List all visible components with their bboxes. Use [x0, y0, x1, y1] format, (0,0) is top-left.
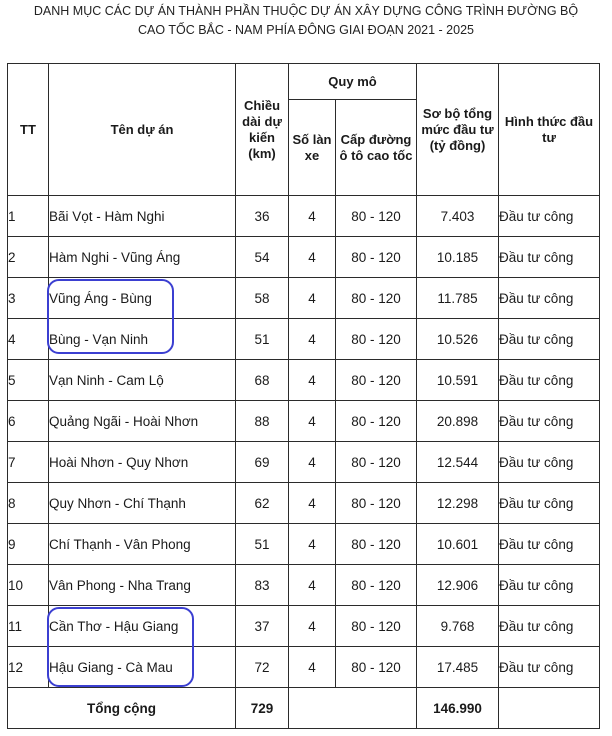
row-lanes: 4 [289, 237, 336, 278]
header-investment: Sơ bộ tổng mức đầu tư (tỷ đồng) [417, 64, 499, 196]
row-grade: 80 - 120 [336, 360, 417, 401]
row-project-name: Chí Thạnh - Vân Phong [49, 524, 236, 565]
header-name: Tên dự án [49, 64, 236, 196]
table-row [8, 647, 600, 688]
row-project-name: Bùng - Vạn Ninh [49, 319, 236, 360]
header-tt: TT [8, 64, 49, 196]
row-length: 72 [236, 647, 289, 688]
row-length: 69 [236, 442, 289, 483]
row-tt: 10 [8, 565, 49, 606]
row-investment: 7.403 [417, 196, 499, 237]
header-form: Hình thức đầu tư [499, 64, 600, 196]
row-grade: 80 - 120 [336, 196, 417, 237]
row-investment: 12.298 [417, 483, 499, 524]
row-length: 83 [236, 565, 289, 606]
total-investment: 146.990 [417, 688, 499, 729]
header-length: Chiều dài dự kiến (km) [236, 64, 289, 196]
row-tt: 12 [8, 647, 49, 688]
row-grade: 80 - 120 [336, 319, 417, 360]
row-grade: 80 - 120 [336, 483, 417, 524]
row-project-name: Hoài Nhơn - Quy Nhơn [49, 442, 236, 483]
row-tt: 9 [8, 524, 49, 565]
row-investment: 10.591 [417, 360, 499, 401]
row-lanes: 4 [289, 401, 336, 442]
row-grade: 80 - 120 [336, 237, 417, 278]
row-project-name: Hàm Nghi - Vũng Áng [49, 237, 236, 278]
row-investment: 12.906 [417, 565, 499, 606]
table-row [8, 524, 600, 565]
row-tt: 4 [8, 319, 49, 360]
row-length: 62 [236, 483, 289, 524]
row-tt: 2 [8, 237, 49, 278]
row-lanes: 4 [289, 278, 336, 319]
document-title [0, 2, 612, 40]
row-investment-form: Đầu tư công [499, 524, 600, 565]
row-length: 51 [236, 319, 289, 360]
row-tt: 7 [8, 442, 49, 483]
table-row [8, 606, 600, 647]
row-length: 51 [236, 524, 289, 565]
row-investment-form: Đầu tư công [499, 442, 600, 483]
row-lanes: 4 [289, 647, 336, 688]
row-project-name: Quảng Ngãi - Hoài Nhơn [49, 401, 236, 442]
projects-table [7, 63, 600, 729]
row-investment-form: Đầu tư công [499, 196, 600, 237]
row-investment-form: Đầu tư công [499, 647, 600, 688]
table-row [8, 565, 600, 606]
row-investment-form: Đầu tư công [499, 278, 600, 319]
total-form-empty [499, 688, 600, 729]
row-investment: 20.898 [417, 401, 499, 442]
row-project-name: Bãi Vọt - Hàm Nghi [49, 196, 236, 237]
row-tt: 11 [8, 606, 49, 647]
title-line-2: CAO TỐC BẮC - NAM PHÍA ĐÔNG GIAI ĐOẠN 2021 - 2025 [138, 23, 474, 37]
row-length: 58 [236, 278, 289, 319]
total-empty [289, 688, 417, 729]
row-length: 37 [236, 606, 289, 647]
row-lanes: 4 [289, 565, 336, 606]
row-length: 54 [236, 237, 289, 278]
row-investment: 17.485 [417, 647, 499, 688]
row-grade: 80 - 120 [336, 647, 417, 688]
row-investment: 10.526 [417, 319, 499, 360]
row-investment: 10.601 [417, 524, 499, 565]
row-lanes: 4 [289, 524, 336, 565]
row-investment: 12.544 [417, 442, 499, 483]
row-length: 88 [236, 401, 289, 442]
row-investment-form: Đầu tư công [499, 237, 600, 278]
row-investment-form: Đầu tư công [499, 401, 600, 442]
total-length: 729 [236, 688, 289, 729]
row-project-name: Quy Nhơn - Chí Thạnh [49, 483, 236, 524]
row-tt: 3 [8, 278, 49, 319]
row-grade: 80 - 120 [336, 565, 417, 606]
row-investment-form: Đầu tư công [499, 606, 600, 647]
table-row [8, 278, 600, 319]
row-tt: 6 [8, 401, 49, 442]
title-line-1: DANH MỤC CÁC DỰ ÁN THÀNH PHẦN THUỘC DỰ ÁN XÂY DỰNG CÔNG TRÌNH ĐƯỜNG BỘ [33, 4, 579, 18]
row-grade: 80 - 120 [336, 606, 417, 647]
row-project-name: Hậu Giang - Cà Mau [49, 647, 236, 688]
row-lanes: 4 [289, 442, 336, 483]
header-grade: Cấp đường ô tô cao tốc [336, 100, 417, 196]
row-investment-form: Đầu tư công [499, 360, 600, 401]
table-row [8, 360, 600, 401]
row-project-name: Vân Phong - Nha Trang [49, 565, 236, 606]
header-lanes: Số làn xe [289, 100, 336, 196]
row-tt: 1 [8, 196, 49, 237]
row-project-name: Cần Thơ - Hậu Giang [49, 606, 236, 647]
table-row [8, 483, 600, 524]
table-row [8, 196, 600, 237]
row-lanes: 4 [289, 319, 336, 360]
table-row [8, 442, 600, 483]
row-project-name: Vạn Ninh - Cam Lộ [49, 360, 236, 401]
row-length: 36 [236, 196, 289, 237]
table-row [8, 401, 600, 442]
row-grade: 80 - 120 [336, 401, 417, 442]
row-investment-form: Đầu tư công [499, 483, 600, 524]
total-label: Tổng cộng [8, 688, 236, 729]
row-length: 68 [236, 360, 289, 401]
table-row [8, 237, 600, 278]
row-grade: 80 - 120 [336, 442, 417, 483]
row-grade: 80 - 120 [336, 278, 417, 319]
row-tt: 8 [8, 483, 49, 524]
row-lanes: 4 [289, 360, 336, 401]
row-grade: 80 - 120 [336, 524, 417, 565]
row-lanes: 4 [289, 196, 336, 237]
table-row [8, 319, 600, 360]
row-investment-form: Đầu tư công [499, 565, 600, 606]
row-project-name: Vũng Áng - Bùng [49, 278, 236, 319]
row-lanes: 4 [289, 606, 336, 647]
row-investment: 9.768 [417, 606, 499, 647]
row-investment: 11.785 [417, 278, 499, 319]
row-investment: 10.185 [417, 237, 499, 278]
row-lanes: 4 [289, 483, 336, 524]
total-row [8, 688, 600, 729]
row-tt: 5 [8, 360, 49, 401]
header-scale: Quy mô [289, 64, 417, 100]
row-investment-form: Đầu tư công [499, 319, 600, 360]
